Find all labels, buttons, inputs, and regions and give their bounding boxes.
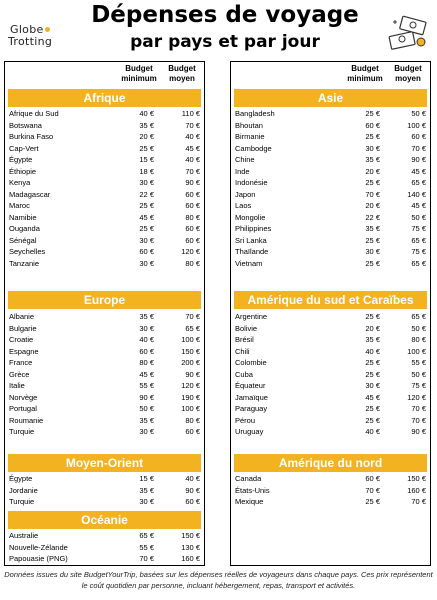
budget-min-cell: 30 €: [365, 143, 380, 153]
country-cell: Albanie: [9, 312, 35, 321]
country-cell: Madagascar: [9, 189, 51, 199]
table-row: [234, 415, 427, 427]
country-cell: France: [9, 358, 33, 367]
budget-avg-cell: 75 €: [411, 224, 426, 233]
budget-min-cell: 30 €: [139, 235, 154, 245]
budget-avg-cell: 90 €: [411, 427, 426, 436]
right-panel: [230, 61, 431, 566]
budget-min-cell: 80 €: [139, 358, 154, 367]
table-row: [234, 311, 427, 323]
table-row: [8, 131, 201, 143]
table-row: [234, 426, 427, 438]
country-cell: Uruguay: [235, 427, 264, 436]
country-cell: Turquie: [9, 497, 35, 506]
budget-min-cell: 25 €: [139, 201, 154, 210]
budget-min-cell: 25 €: [365, 132, 380, 141]
budget-min-cell: 35 €: [139, 120, 154, 130]
budget-avg-cell: 70 €: [411, 415, 426, 425]
country-cell: Turquie: [9, 427, 35, 436]
country-cell: Norvège: [9, 392, 38, 402]
country-cell: Grèce: [9, 369, 30, 379]
section-rows-oceanie: [8, 530, 201, 565]
budget-avg-cell: 90 €: [411, 155, 426, 164]
budget-avg-cell: 40 €: [185, 155, 200, 164]
table-row: [8, 369, 201, 381]
country-cell: Bolivie: [235, 323, 258, 333]
table-row: [8, 530, 201, 542]
budget-min-cell: 18 €: [139, 166, 154, 176]
table-row: [8, 473, 201, 485]
budget-avg-cell: 60 €: [185, 497, 200, 506]
table-row: [8, 357, 201, 369]
country-cell: Indonésie: [235, 178, 268, 187]
table-row: [234, 323, 427, 335]
budget-min-cell: 20 €: [365, 201, 380, 210]
country-cell: Sri Lanka: [235, 235, 267, 245]
header-budget-avg: Budget moyen: [394, 64, 422, 83]
table-row: [8, 426, 201, 438]
table-row: [234, 143, 427, 155]
page-subtitle: par pays et par jour: [130, 32, 320, 52]
header-budget-min: Budget minimum: [347, 64, 383, 83]
country-cell: Philippines: [235, 224, 272, 233]
country-cell: Cambodge: [235, 143, 272, 153]
budget-avg-cell: 80 €: [185, 258, 200, 268]
budget-min-cell: 22 €: [365, 212, 380, 222]
country-cell: Égypte: [9, 155, 33, 164]
budget-min-cell: 30 €: [365, 381, 380, 390]
country-cell: Sénégal: [9, 235, 37, 245]
table-row: [234, 380, 427, 392]
table-row: [8, 120, 201, 132]
budget-avg-cell: 60 €: [185, 427, 200, 436]
country-cell: Chili: [235, 346, 250, 356]
country-cell: Laos: [235, 201, 252, 210]
budget-avg-cell: 90 €: [185, 485, 200, 495]
table-row: [234, 154, 427, 166]
budget-min-cell: 25 €: [365, 109, 380, 118]
budget-avg-cell: 130 €: [181, 542, 200, 552]
budget-min-cell: 30 €: [139, 323, 154, 333]
budget-min-cell: 70 €: [139, 554, 154, 563]
budget-avg-cell: 120 €: [181, 247, 200, 256]
country-cell: Nouvelle-Zélande: [9, 542, 68, 552]
country-cell: Colombie: [235, 358, 267, 367]
table-row: [234, 200, 427, 212]
country-cell: Namibie: [9, 212, 37, 222]
budget-avg-cell: 70 €: [185, 312, 200, 321]
country-cell: Italie: [9, 381, 25, 390]
section-rows-moyen-orient: [8, 473, 201, 508]
budget-min-cell: 40 €: [365, 346, 380, 356]
budget-min-cell: 25 €: [365, 258, 380, 268]
section-rows-afrique: [8, 108, 201, 269]
budget-avg-cell: 45 €: [185, 143, 200, 153]
budget-min-cell: 25 €: [365, 178, 380, 187]
table-row: [234, 108, 427, 120]
country-cell: Australie: [9, 531, 39, 540]
budget-min-cell: 25 €: [139, 143, 154, 153]
country-cell: Portugal: [9, 404, 37, 413]
table-row: [234, 334, 427, 346]
country-cell: Équateur: [235, 381, 266, 390]
country-cell: Burkina Faso: [9, 132, 54, 141]
table-row: [8, 108, 201, 120]
table-row: [8, 542, 201, 554]
budget-avg-cell: 70 €: [411, 497, 426, 506]
budget-min-cell: 35 €: [139, 485, 154, 495]
table-row: [234, 403, 427, 415]
table-row: [234, 212, 427, 224]
section-header-moyen-orient: Moyen-Orient: [8, 454, 201, 472]
country-cell: Croatie: [9, 335, 34, 344]
country-cell: Tanzanie: [9, 258, 40, 268]
budget-min-cell: 25 €: [139, 224, 154, 233]
budget-avg-cell: 80 €: [185, 415, 200, 425]
budget-avg-cell: 100 €: [181, 404, 200, 413]
country-cell: Mexique: [235, 497, 264, 506]
budget-min-cell: 30 €: [139, 178, 154, 187]
budget-min-cell: 50 €: [139, 404, 154, 413]
budget-avg-cell: 75 €: [411, 381, 426, 390]
budget-avg-cell: 110 €: [181, 109, 200, 118]
section-rows-asie: [234, 108, 427, 269]
table-row: [234, 357, 427, 369]
table-row: [234, 235, 427, 247]
table-row: [8, 177, 201, 189]
budget-min-cell: 20 €: [365, 166, 380, 176]
budget-avg-cell: 65 €: [411, 235, 426, 245]
budget-avg-cell: 200 €: [181, 358, 200, 367]
table-row: [8, 415, 201, 427]
budget-avg-cell: 50 €: [411, 369, 426, 379]
section-header-asie: Asie: [234, 89, 427, 107]
country-cell: Éthiopie: [9, 166, 37, 176]
country-cell: Thaïlande: [235, 247, 269, 256]
budget-min-cell: 60 €: [365, 474, 380, 483]
budget-avg-cell: 90 €: [185, 178, 200, 187]
table-row: [234, 473, 427, 485]
budget-min-cell: 60 €: [139, 346, 154, 356]
budget-avg-cell: 45 €: [411, 201, 426, 210]
budget-avg-cell: 50 €: [411, 212, 426, 222]
budget-min-cell: 55 €: [139, 542, 154, 552]
budget-min-cell: 70 €: [365, 485, 380, 495]
country-cell: Chine: [235, 155, 255, 164]
budget-avg-cell: 140 €: [407, 189, 426, 199]
budget-avg-cell: 45 €: [411, 166, 426, 176]
table-row: [8, 258, 201, 270]
country-cell: Jordanie: [9, 485, 38, 495]
budget-min-cell: 25 €: [365, 235, 380, 245]
budget-avg-cell: 100 €: [407, 346, 426, 356]
budget-avg-cell: 40 €: [185, 132, 200, 141]
budget-min-cell: 40 €: [139, 109, 154, 118]
header-budget-min: Budget minimum: [121, 64, 157, 83]
country-cell: Roumanie: [9, 415, 44, 425]
column-headers: [231, 64, 430, 90]
budget-min-cell: 45 €: [139, 369, 154, 379]
table-row: [234, 120, 427, 132]
budget-avg-cell: 190 €: [181, 392, 200, 402]
country-cell: Pérou: [235, 415, 256, 425]
budget-avg-cell: 90 €: [185, 369, 200, 379]
brand-line2: Trotting: [8, 35, 53, 48]
budget-min-cell: 65 €: [139, 531, 154, 540]
footer-note: Données issues du site BudgetYourTrip, basées sur les dépenses réelles de voyageurs dans chaque pays. Ces prix représentent le coût quotidien par personne, incluant hébergement, repas, transport et activités.: [4, 570, 433, 590]
country-cell: Bulgarie: [9, 323, 37, 333]
budget-min-cell: 40 €: [365, 427, 380, 436]
budget-min-cell: 55 €: [139, 381, 154, 390]
section-header-amerique-sud: Amérique du sud et Caraïbes: [234, 291, 427, 309]
money-icon: [387, 14, 429, 50]
budget-avg-cell: 60 €: [185, 201, 200, 210]
country-cell: Seychelles: [9, 247, 46, 256]
table-row: [8, 392, 201, 404]
table-row: [234, 392, 427, 404]
budget-avg-cell: 70 €: [185, 120, 200, 130]
budget-min-cell: 25 €: [365, 358, 380, 367]
budget-avg-cell: 100 €: [407, 120, 426, 130]
budget-avg-cell: 150 €: [181, 346, 200, 356]
budget-avg-cell: 80 €: [411, 335, 426, 344]
table-row: [234, 258, 427, 270]
page-title: Dépenses de voyage: [91, 2, 359, 28]
budget-avg-cell: 100 €: [181, 335, 200, 344]
country-cell: Brésil: [235, 335, 254, 344]
table-row: [8, 235, 201, 247]
country-cell: Bhoutan: [235, 120, 263, 130]
column-headers: [5, 64, 204, 90]
country-cell: Botswana: [9, 120, 42, 130]
globe-dot-icon: [45, 27, 50, 32]
table-row: [8, 346, 201, 358]
table-row: [8, 334, 201, 346]
budget-avg-cell: 40 €: [185, 474, 200, 483]
left-panel: [4, 61, 205, 566]
table-row: [8, 143, 201, 155]
country-cell: Cuba: [235, 369, 253, 379]
budget-min-cell: 45 €: [365, 392, 380, 402]
table-row: [234, 369, 427, 381]
budget-avg-cell: 60 €: [185, 224, 200, 233]
budget-avg-cell: 80 €: [185, 212, 200, 222]
country-cell: Cap-Vert: [9, 143, 39, 153]
section-header-oceanie: Océanie: [8, 511, 201, 529]
table-row: [234, 166, 427, 178]
country-cell: Jamaïque: [235, 392, 268, 402]
country-cell: Mongolie: [235, 212, 266, 222]
budget-avg-cell: 60 €: [411, 132, 426, 141]
budget-min-cell: 60 €: [139, 247, 154, 256]
section-rows-amerique-sud: [234, 311, 427, 438]
brand-logo: [8, 24, 70, 48]
table-row: [234, 177, 427, 189]
budget-min-cell: 90 €: [139, 392, 154, 402]
table-row: [234, 189, 427, 201]
budget-avg-cell: 60 €: [185, 189, 200, 199]
budget-min-cell: 30 €: [139, 497, 154, 506]
table-row: [234, 485, 427, 497]
table-row: [8, 403, 201, 415]
country-cell: États-Unis: [235, 485, 270, 495]
table-row: [8, 212, 201, 224]
table-row: [8, 311, 201, 323]
country-cell: Canada: [235, 474, 262, 483]
table-row: [234, 496, 427, 508]
budget-min-cell: 25 €: [365, 369, 380, 379]
budget-min-cell: 25 €: [365, 312, 380, 321]
table-row: [8, 485, 201, 497]
table-row: [8, 223, 201, 235]
table-row: [8, 166, 201, 178]
country-cell: Birmanie: [235, 132, 265, 141]
budget-avg-cell: 65 €: [411, 258, 426, 268]
budget-min-cell: 25 €: [365, 415, 380, 425]
country-cell: Inde: [235, 166, 250, 176]
table-row: [8, 553, 201, 565]
country-cell: Afrique du Sud: [9, 109, 59, 118]
section-header-europe: Europe: [8, 291, 201, 309]
budget-min-cell: 35 €: [365, 335, 380, 344]
table-row: [8, 246, 201, 258]
budget-avg-cell: 70 €: [185, 166, 200, 176]
budget-avg-cell: 160 €: [407, 485, 426, 495]
budget-min-cell: 22 €: [139, 189, 154, 199]
budget-min-cell: 60 €: [365, 120, 380, 130]
table-row: [234, 223, 427, 235]
budget-avg-cell: 160 €: [181, 554, 200, 563]
budget-min-cell: 25 €: [365, 404, 380, 413]
country-cell: Kenya: [9, 178, 31, 187]
country-cell: Maroc: [9, 201, 30, 210]
budget-min-cell: 30 €: [139, 258, 154, 268]
budget-avg-cell: 70 €: [411, 404, 426, 413]
table-row: [8, 189, 201, 201]
country-cell: Ouganda: [9, 224, 40, 233]
budget-min-cell: 35 €: [139, 312, 154, 321]
table-row: [234, 346, 427, 358]
country-cell: Vietnam: [235, 258, 263, 268]
country-cell: Argentine: [235, 312, 268, 321]
country-cell: Espagne: [9, 346, 39, 356]
budget-avg-cell: 120 €: [407, 392, 426, 402]
table-row: [8, 200, 201, 212]
table-row: [234, 246, 427, 258]
budget-min-cell: 20 €: [139, 132, 154, 141]
budget-avg-cell: 65 €: [411, 312, 426, 321]
header-budget-avg: Budget moyen: [168, 64, 196, 83]
budget-avg-cell: 65 €: [185, 323, 200, 333]
section-rows-europe: [8, 311, 201, 438]
budget-min-cell: 45 €: [139, 212, 154, 222]
budget-min-cell: 35 €: [365, 155, 380, 164]
budget-avg-cell: 60 €: [185, 235, 200, 245]
budget-min-cell: 30 €: [365, 247, 380, 256]
budget-avg-cell: 55 €: [411, 358, 426, 367]
budget-min-cell: 30 €: [139, 427, 154, 436]
budget-avg-cell: 70 €: [411, 143, 426, 153]
table-row: [234, 131, 427, 143]
country-cell: Égypte: [9, 474, 33, 483]
budget-min-cell: 25 €: [365, 497, 380, 506]
budget-min-cell: 35 €: [139, 415, 154, 425]
budget-min-cell: 15 €: [139, 155, 154, 164]
table-row: [8, 154, 201, 166]
country-cell: Bangladesh: [235, 109, 275, 118]
country-cell: Papouasie (PNG): [9, 554, 68, 563]
budget-min-cell: 70 €: [365, 189, 380, 199]
table-row: [8, 380, 201, 392]
budget-min-cell: 20 €: [365, 323, 380, 333]
section-header-amerique-nord: Amérique du nord: [234, 454, 427, 472]
brand-line1: Globe: [10, 23, 44, 36]
table-row: [8, 323, 201, 335]
budget-avg-cell: 65 €: [411, 178, 426, 187]
budget-avg-cell: 50 €: [411, 109, 426, 118]
country-cell: Paraguay: [235, 404, 268, 413]
budget-min-cell: 35 €: [365, 224, 380, 233]
table-row: [8, 496, 201, 508]
budget-avg-cell: 50 €: [411, 323, 426, 333]
country-cell: Japon: [235, 189, 256, 199]
budget-avg-cell: 120 €: [181, 381, 200, 390]
budget-min-cell: 40 €: [139, 335, 154, 344]
section-header-afrique: Afrique: [8, 89, 201, 107]
budget-min-cell: 15 €: [139, 474, 154, 483]
budget-avg-cell: 150 €: [181, 531, 200, 540]
budget-avg-cell: 75 €: [411, 247, 426, 256]
section-rows-amerique-nord: [234, 473, 427, 508]
budget-avg-cell: 150 €: [407, 474, 426, 483]
